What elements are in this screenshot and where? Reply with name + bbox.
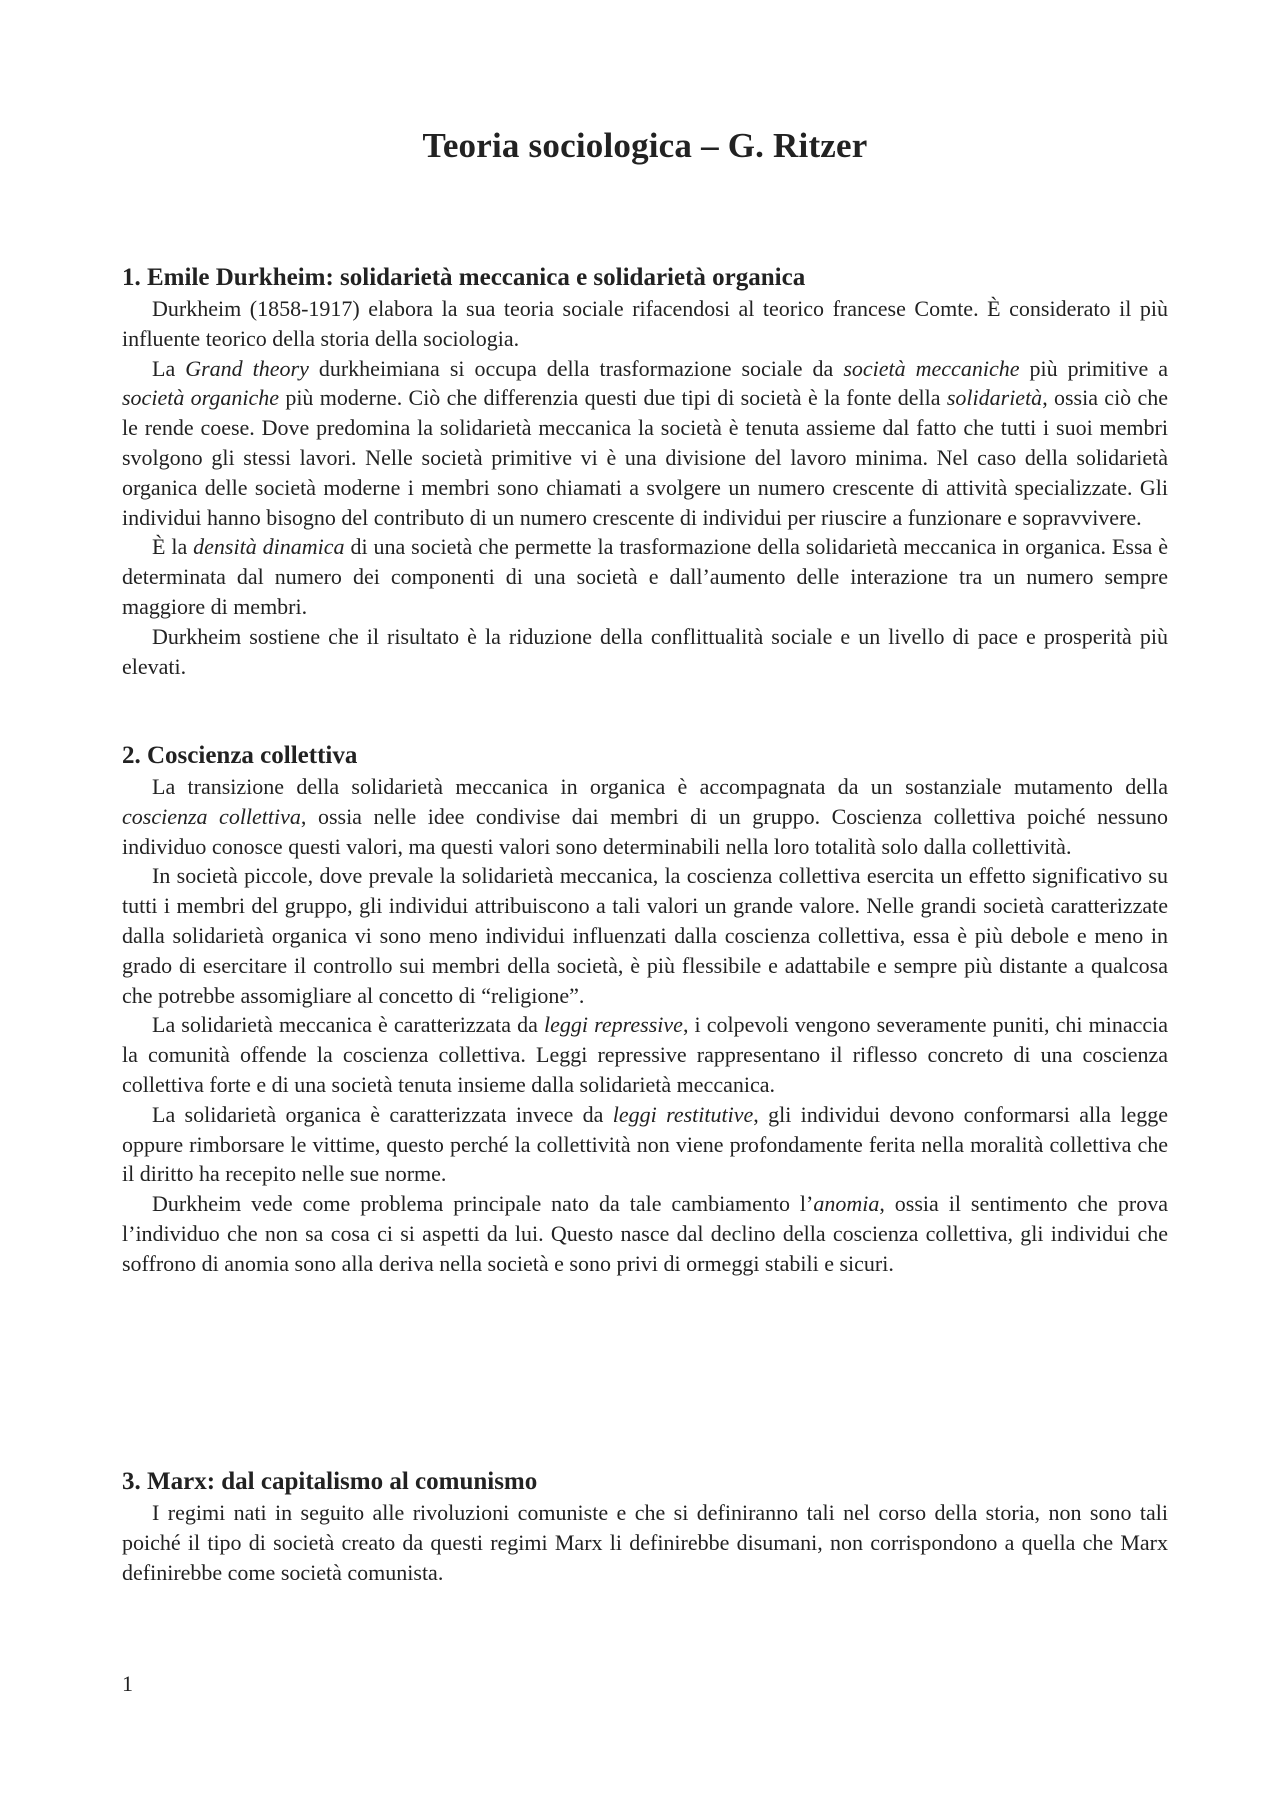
emphasized-term: società organiche bbox=[122, 385, 280, 411]
emphasized-term: Grand theory bbox=[185, 355, 309, 381]
paragraph: La solidarietà organica è caratterizzata invece da leggi restitutive, gli individui devono conformarsi alla legge oppure rimborsare le vittime, questo perché la collettività non viene profondamente ferita nella moralità collettiva che il diritto ha recepito nelle sue norme. bbox=[122, 1101, 1168, 1187]
emphasized-term: anomia bbox=[813, 1191, 880, 1217]
paragraph: Durkheim vede come problema principale nato da tale cambiamento l’anomia, ossia il sentimento che prova l’individuo che non sa cosa ci si aspetti da lui. Questo nasce dal declino della coscienza collettiva, gli individui che soffrono di anomia sono alla deriva nella società e sono privi di ormeggi stabili e sicuri. bbox=[122, 1191, 1168, 1276]
section-body bbox=[122, 772, 1168, 1279]
paragraph: In società piccole, dove prevale la solidarietà meccanica, la coscienza collettiva esercita un effetto significativo su tutti i membri del gruppo, gli individui attribuiscono a tali valori un grande valore. Nelle grandi società caratterizzate dalla solidarietà organica vi sono meno individui influenzati dalla coscienza collettiva, essa è più debole e meno in grado di esercitare il controllo sui membri della società, è più flessibile e adattabile e sempre più distante a qualcosa che potrebbe assomigliare al concetto di “religione”. bbox=[122, 863, 1168, 1008]
paragraph: La Grand theory durkheimiana si occupa della trasformazione sociale da società meccaniche più primitive a società organiche più moderne. Ciò che differenzia questi due tipi di società è la fonte della solidarietà, ossia ciò che le rende coese. Dove predomina la solidarietà meccanica la società è tenuta assieme dal fatto che tutti i suoi membri svolgono gli stessi lavori. Nelle società primitive vi è una divisione del lavoro minima. Nel caso della solidarietà organica delle società moderne i membri sono chiamati a svolgere un numero crescente di attività specializzate. Gli individui hanno bisogno del contributo di un numero crescente di individui per riuscire a funzionare e sopravvivere. bbox=[122, 355, 1169, 530]
section-heading: 3. Marx: dal capitalismo al comunismo bbox=[122, 1468, 538, 1495]
section-heading: 2. Coscienza collettiva bbox=[122, 742, 358, 769]
emphasized-term: densità dinamica bbox=[193, 534, 345, 560]
paragraph: La solidarietà meccanica è caratterizzata da leggi repressive, i colpevoli vengono severamente puniti, chi minaccia la comunità offende la coscienza collettiva. Leggi repressive rappresentano il riflesso concreto di una coscienza collettiva forte e di una società tenuta insieme dalla solidarietà meccanica. bbox=[122, 1012, 1168, 1097]
emphasized-term: coscienza collettiva bbox=[122, 803, 301, 829]
paragraph: Durkheim sostiene che il risultato è la riduzione della conflittualità sociale e un livello di pace e prosperità più elevati. bbox=[122, 623, 1168, 679]
section-durkheim-solidarity bbox=[122, 262, 1168, 681]
paragraph: È la densità dinamica di una società che permette la trasformazione della solidarietà meccanica in organica. Essa è determinata dal numero dei componenti di una società e dall’aumento delle interazione tra un numero sempre maggiore di membri. bbox=[122, 534, 1168, 619]
emphasized-term: solidarietà bbox=[946, 385, 1043, 411]
emphasized-term: leggi restitutive bbox=[612, 1101, 754, 1127]
paragraph: Durkheim (1858-1917) elabora la sua teoria sociale rifacendosi al teorico francese Comte. È considerato il più influente teorico della storia della sociologia. bbox=[122, 296, 1168, 351]
emphasized-term: leggi repressive bbox=[544, 1012, 683, 1038]
section-marx-capitalism-communism bbox=[122, 1466, 1168, 1587]
section-collective-conscience bbox=[122, 740, 1168, 1279]
section-body bbox=[122, 1498, 1168, 1587]
paragraph: La transizione della solidarietà meccanica in organica è accompagnata da un sostanziale mutamento della coscienza collettiva, ossia nelle idee condivise dai membri di un gruppo. Coscienza collettiva poiché nessuno individuo conosce questi valori, ma questi valori sono determinabili nella loro totalità solo dalla collettività. bbox=[122, 774, 1169, 859]
section-body bbox=[122, 294, 1168, 681]
document-title: Teoria sociologica – G. Ritzer bbox=[422, 126, 868, 165]
emphasized-term: società meccaniche bbox=[843, 355, 1020, 381]
page-number: 1 bbox=[122, 1671, 133, 1696]
section-heading: 1. Emile Durkheim: solidarietà meccanica e solidarietà organica bbox=[122, 264, 806, 291]
paragraph: I regimi nati in seguito alle rivoluzioni comuniste e che si definiranno tali nel corso della storia, non sono tali poiché il tipo di società creato da questi regimi Marx li definirebbe disumani, non corrispondono a quella che Marx definirebbe come società comunista. bbox=[122, 1500, 1168, 1585]
